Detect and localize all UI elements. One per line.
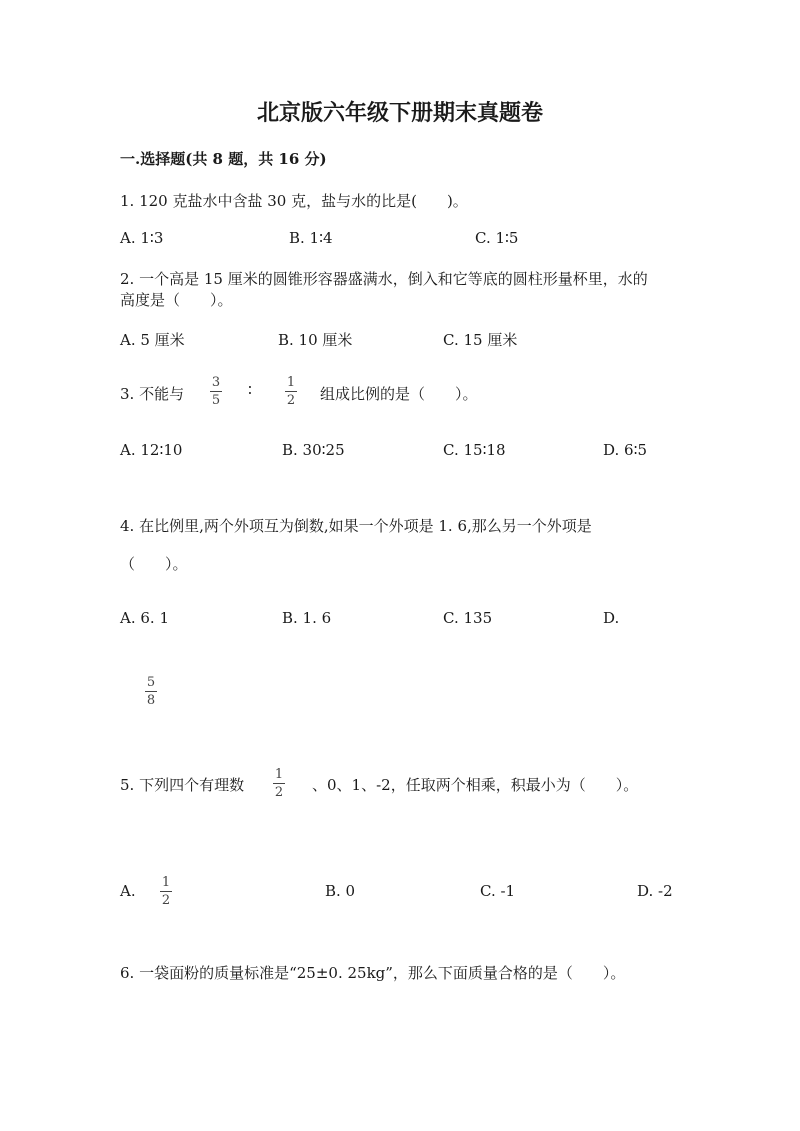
page-title: 北京版六年级下册期末真题卷: [256, 100, 543, 126]
question-4-stem-line2: （ ）。: [120, 555, 188, 573]
fraction-bar: [160, 891, 172, 892]
question-5-fraction-one-half: [273, 767, 285, 800]
question-3-stem-end: 组成比例的是（ ）。: [320, 385, 478, 403]
fraction-denominator: 8: [146, 693, 156, 708]
fraction-denominator: 2: [286, 393, 296, 408]
question-1-stem: 1. 120 克盐水中含盐 30 克，盐与水的比是( )。: [120, 192, 468, 210]
question-3-stem-start: 3. 不能与: [120, 385, 185, 403]
question-5-option-d: D. -2: [637, 882, 673, 900]
question-4-option-c: C. 135: [443, 609, 493, 627]
question-5-option-a-fraction: [160, 875, 172, 908]
fraction-numerator: 3: [211, 375, 221, 390]
question-4-stem-line1: 4. 在比例里,两个外项互为倒数,如果一个外项是 1. 6,那么另一个外项是: [120, 517, 592, 535]
question-5-stem-start: 5. 下列四个有理数: [120, 776, 245, 794]
fraction-bar: [285, 391, 297, 392]
question-4-option-b: B. 1. 6: [282, 609, 332, 627]
fraction-numerator: 1: [286, 375, 296, 390]
question-2-option-a: A. 5 厘米: [120, 331, 185, 349]
question-2-option-c: C. 15 厘米: [443, 331, 518, 349]
fraction-bar: [145, 691, 157, 692]
question-3-fraction-three-fifths: [210, 375, 222, 408]
question-3-option-d: D. 6∶5: [603, 441, 648, 459]
question-3-colon: ∶: [248, 381, 252, 399]
question-2-stem-line2: 高度是（ ）。: [120, 291, 233, 309]
question-1-option-c: C. 1∶5: [475, 229, 519, 247]
fraction-numerator: 5: [146, 675, 156, 690]
question-6-stem: 6. 一袋面粉的质量标准是“25±0. 25kg”，那么下面质量合格的是（ ）。: [120, 964, 626, 982]
fraction-numerator: 1: [161, 875, 171, 890]
fraction-numerator: 1: [274, 767, 284, 782]
question-4-option-d-fraction: [145, 675, 157, 708]
question-1-option-b: B. 1∶4: [289, 229, 333, 247]
section-heading: 一.选择题(共 8 题，共 16 分): [120, 150, 327, 168]
question-4-option-d: D.: [603, 609, 620, 627]
question-3-option-c: C. 15∶18: [443, 441, 506, 459]
fraction-bar: [210, 391, 222, 392]
question-5-option-a: A.: [120, 882, 136, 900]
fraction-bar: [273, 783, 285, 784]
fraction-denominator: 5: [211, 393, 221, 408]
question-5-stem-end: 、0、1、-2，任取两个相乘，积最小为（ ）。: [312, 776, 639, 794]
fraction-denominator: 2: [274, 785, 284, 800]
fraction-denominator: 2: [161, 893, 171, 908]
question-2-stem-line1: 2. 一个高是 15 厘米的圆锥形容器盛满水，倒入和它等底的圆柱形量杯里，水的: [120, 270, 648, 288]
question-3-option-b: B. 30∶25: [282, 441, 345, 459]
question-5-option-c: C. -1: [480, 882, 516, 900]
question-5-option-b: B. 0: [325, 882, 356, 900]
question-2-option-b: B. 10 厘米: [278, 331, 353, 349]
question-4-option-a: A. 6. 1: [120, 609, 169, 627]
question-1-option-a: A. 1∶3: [120, 229, 164, 247]
question-3-fraction-one-half: [285, 375, 297, 408]
question-3-option-a: A. 12∶10: [120, 441, 183, 459]
